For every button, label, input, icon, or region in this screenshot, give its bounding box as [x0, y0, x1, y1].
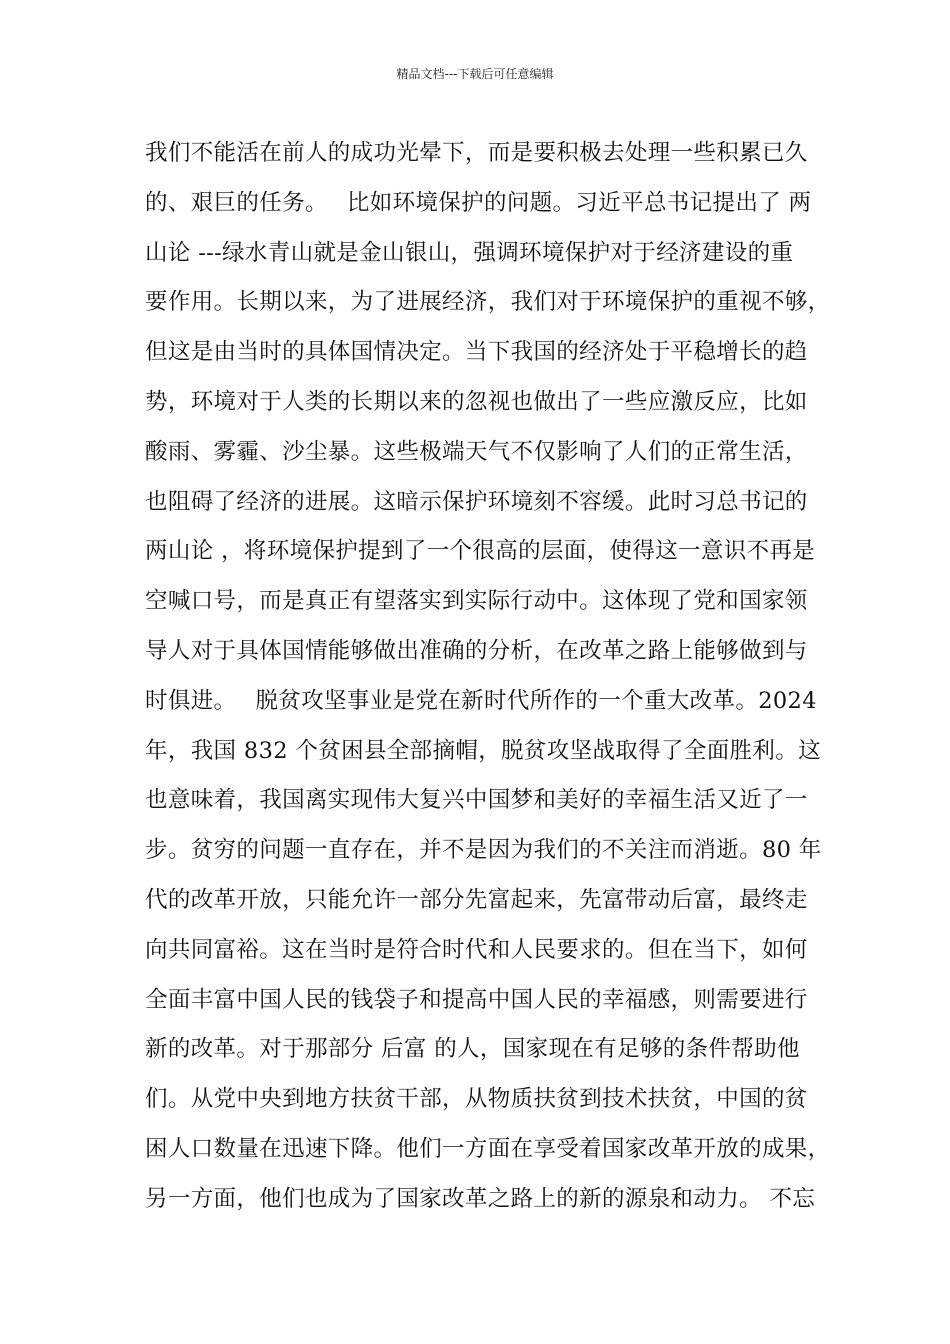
- text-line: 也意味着，我国离实现伟大复兴中国梦和美好的幸福生活又近了一: [145, 787, 808, 814]
- text-line: 向共同富裕。这在当时是符合时代和人民要求的。但在当下，如何: [145, 936, 808, 963]
- text-line: 酸雨、雾霾、沙尘暴。这些极端天气不仅影响了人们的正常生活，: [145, 438, 808, 465]
- text-line: 也阻碍了经济的进展。这暗示保护环境刻不容缓。此时习总书记的: [145, 488, 808, 515]
- body-text: [145, 133, 831, 1229]
- text-line: 另一方面，他们也成为了国家改革之路上的新的源泉和动力。 不忘: [145, 1185, 816, 1212]
- text-line: 们。从党中央到地方扶贫干部，从物质扶贫到技术扶贫，中国的贫: [145, 1086, 808, 1113]
- text-line: 全面丰富中国人民的钱袋子和提高中国人民的幸福感，则需要进行: [145, 986, 808, 1013]
- text-line: 时俱进。 脱贫攻坚事业是党在新时代所作的一个重大改革。2024: [145, 687, 817, 714]
- text-line: 代的改革开放，只能允许一部分先富起来，先富带动后富，最终走: [145, 886, 808, 913]
- text-line: 的、艰巨的任务。 比如环境保护的问题。习近平总书记提出了 两: [145, 189, 812, 216]
- page-header: 精品文档---下载后可任意编辑: [396, 67, 554, 81]
- text-line: 但这是由当时的具体国情决定。当下我国的经济处于平稳增长的趋: [145, 339, 808, 366]
- text-line: 山论 ---绿水青山就是金山银山，强调环境保护对于经济建设的重: [145, 239, 794, 266]
- text-line: 新的改革。对于那部分 后富 的人，国家现在有足够的条件帮助他: [145, 1036, 800, 1063]
- text-line: 导人对于具体国情能够做出准确的分析，在改革之路上能够做到与: [145, 637, 808, 664]
- text-line: 势，环境对于人类的长期以来的忽视也做出了一些应激反应，比如: [145, 388, 808, 415]
- text-line: 两山论 ，将环境保护提到了一个很高的层面，使得这一意识不再是: [145, 538, 816, 565]
- text-line: 步。贫穷的问题一直存在，并不是因为我们的不关注而消逝。80 年: [145, 837, 822, 864]
- text-line: 我们不能活在前人的成功光晕下，而是要积极去处理一些积累已久: [145, 140, 808, 166]
- text-line: 要作用。长期以来，为了进展经济，我们对于环境保护的重视不够，: [145, 289, 831, 316]
- text-line: 年，我国 832 个贫困县全部摘帽，脱贫攻坚战取得了全面胜利。这: [145, 737, 821, 764]
- text-line: 困人口数量在迅速下降。他们一方面在享受着国家改革开放的成果，: [145, 1135, 831, 1162]
- text-line: 空喊口号，而是真正有望落实到实际行动中。这体现了党和国家领: [145, 588, 808, 615]
